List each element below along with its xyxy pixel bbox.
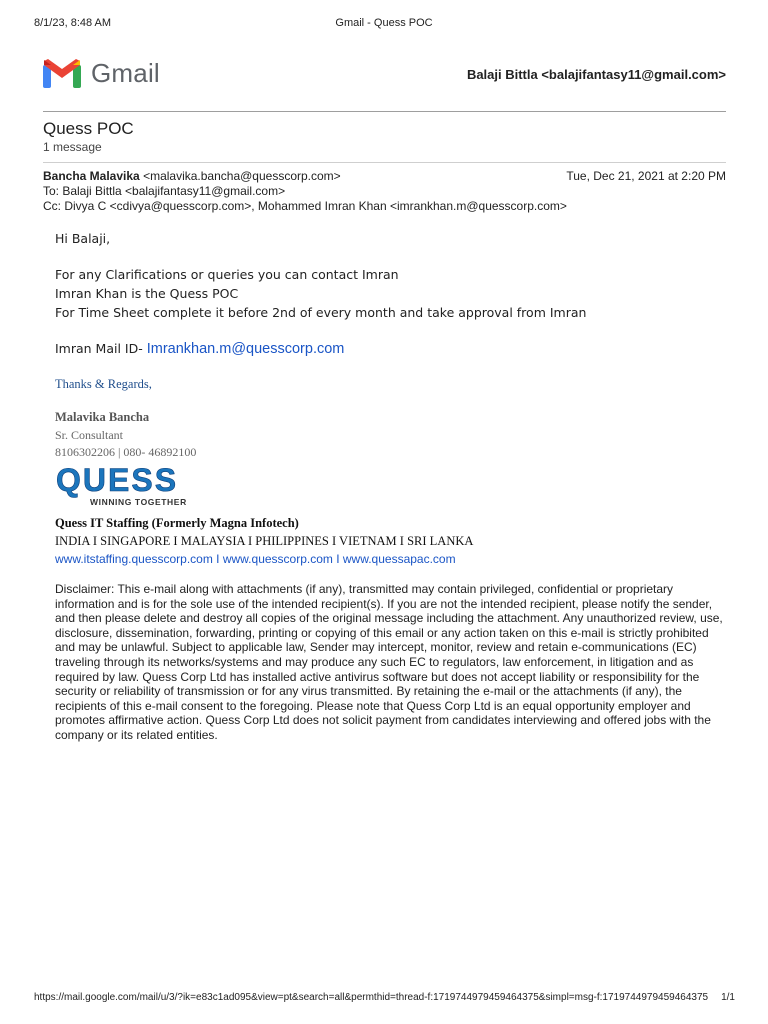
mail-id-link[interactable]: Imrankhan.m@quesscorp.com	[146, 341, 345, 357]
quess-logo-text: QUESS	[56, 462, 179, 498]
thread-divider	[43, 162, 726, 163]
gmail-wordmark: Gmail	[91, 58, 160, 88]
header-divider	[43, 111, 726, 112]
sender-name: Bancha Malavika	[43, 169, 140, 183]
body-line: For Time Sheet complete it before 2nd of every month and take approval from Imran	[55, 305, 587, 320]
body-line: For any Clarifications or queries you can contact Imran	[55, 267, 399, 282]
print-url: https://mail.google.com/mail/u/3/?ik=e83c1ad095&view=pt&search=all&permthid=thread-f:1719744979459464375&simpl=msg-f:1719744979459464375	[34, 992, 709, 1003]
mail-id-line	[55, 341, 344, 357]
greeting: Hi Balaji,	[55, 231, 111, 246]
signature-phone: 8106302206 | 080- 46892100	[55, 445, 197, 459]
disclaimer: Disclaimer: This e-mail along with attachments (if any), transmitted may contain privileged, confidential or proprietary information and is for the sole use of the intended recipient(s). If you are not the intended recipient, please notify the sender, and then please delete and destroy all copies of the original message including the attachment. Any unauthorized review, use, disclosure, dissemination, forwarding, printing or copying of this email or any action taken on this e-mail is strictly prohibited and may be unlawful. Subject to applicable law, Sender may intercept, monitor, review and retain e-communications (EC) traveling through its networks/systems and may produce any such EC to regulators, law enforcement, in litigation and as required by law. Quess Corp Ltd has installed active antivirus software but does not accept liability or responsibility for the security or reliability of transmission or for any virus transmitted. By retaining the e-mail or the attachments (if any), the recipients of this e-mail consent to the foregoing. Please note that Quess Corp Ltd is an equal opportunity employer and promotes affirmative action. Quess Corp Ltd does not solicit payment from candidates interviewing and offered jobs with the company or its related entities.	[55, 582, 723, 742]
page-number: 1/1	[721, 992, 735, 1003]
body-line: Imran Khan is the Quess POC	[55, 286, 239, 301]
signature-regards: Thanks & Regards,	[55, 377, 152, 391]
sender-line	[43, 169, 341, 183]
mail-id-label: Imran Mail ID-	[55, 341, 147, 356]
gmail-m-icon	[43, 59, 81, 88]
signature-name: Malavika Bancha	[55, 410, 150, 424]
quess-logo-tagline: WINNING TOGETHER	[90, 497, 187, 507]
cc-line: Cc: Divya C <cdivya@quesscorp.com>, Mohammed Imran Khan <imrankhan.m@quesscorp.com>	[43, 199, 567, 213]
gmail-logo[interactable]	[43, 58, 160, 89]
account-label: Balaji Bittla <balajifantasy11@gmail.com>	[466, 67, 726, 82]
message-count: 1 message	[43, 140, 102, 154]
sender-email: <malavika.bancha@quesscorp.com>	[143, 169, 341, 183]
quess-logo	[56, 464, 187, 507]
message-date: Tue, Dec 21, 2021 at 2:20 PM	[566, 169, 726, 183]
print-title: Gmail - Quess POC	[335, 17, 433, 29]
to-line: To: Balaji Bittla <balajifantasy11@gmail.com>	[43, 184, 286, 198]
company-websites[interactable]: www.itstaffing.quesscorp.com I www.quesscorp.com I www.quessapac.com	[55, 552, 456, 566]
print-datetime: 8/1/23, 8:48 AM	[34, 17, 112, 29]
signature-role: Sr. Consultant	[55, 428, 124, 442]
company-name: Quess IT Staffing (Formerly Magna Infotech)	[55, 516, 299, 530]
thread-subject: Quess POC	[43, 119, 134, 138]
company-countries: INDIA I SINGAPORE I MALAYSIA I PHILIPPINES I VIETNAM I SRI LANKA	[55, 534, 474, 548]
